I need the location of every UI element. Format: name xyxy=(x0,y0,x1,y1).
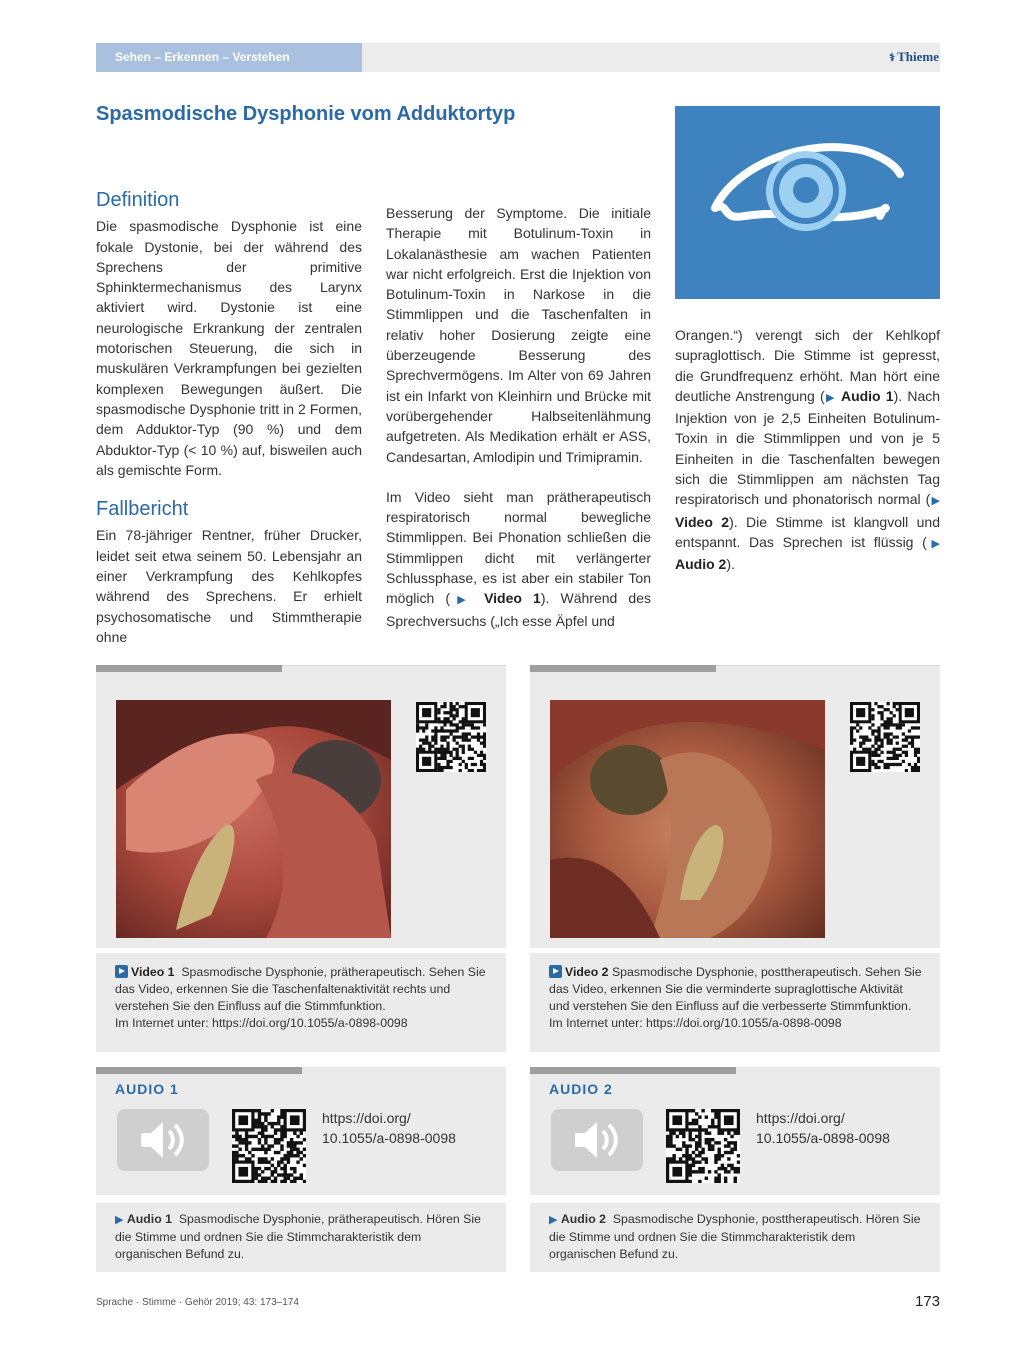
video1-qr-code[interactable] xyxy=(416,702,486,772)
audio1-qr-code[interactable] xyxy=(232,1109,306,1183)
video1-still[interactable] xyxy=(116,700,391,938)
audio2-url[interactable] xyxy=(756,1108,890,1148)
play-triangle-icon: ▶ xyxy=(824,391,836,404)
column-1 xyxy=(96,190,362,647)
audio2-panel xyxy=(530,1067,940,1195)
video1-label: Video 1 xyxy=(131,965,175,979)
video2-qr-code[interactable] xyxy=(850,702,920,772)
video2-still[interactable] xyxy=(550,700,825,938)
panel-accent-bar xyxy=(96,665,282,672)
audio1-caption-text: Spasmodische Dysphonie, prätherapeutisch. Hören Sie die Stimme und ordnen Sie die Stimmcharakteristik dem organischen Befund zu. xyxy=(115,1212,481,1261)
video1-caption xyxy=(115,963,489,1032)
audio2-reference[interactable]: Audio 2 xyxy=(675,556,727,573)
audio1-label: Audio 1 xyxy=(126,1212,172,1226)
result-text-d: ). xyxy=(726,556,735,573)
speaker-icon[interactable] xyxy=(551,1109,643,1171)
panel-accent-bar xyxy=(530,1067,736,1074)
result-text-a: Orangen.“) verengt sich der Kehlkopf supraglottisch. Die Stimme ist gepresst, die Grundfrequenz erhöht. Man hört eine deutliche Anstrengung ( xyxy=(675,327,940,404)
therapy-paragraph: Besserung der Symptome. Die initiale Therapie mit Botulinum-Toxin in Lokalanästhesie am wachen Patienten war nicht erfolgreich. Erst die Injektion von Botulinum-Toxin in Narkose in die Stimmlippen und die Taschenfalten in relativ hoher Dosierung zeigte eine überzeugende Besserung des Sprechvermögens. Im Alter von 69 Jahren ist ein Infarkt von Kleinhirn und Brücke mit vorübergehender Halbseitenlähmung aufgetreten. Als Medikation erhält er ASS, Candesartan, Amlodipin und Trimipramin. xyxy=(386,205,651,465)
eye-icon xyxy=(675,106,940,299)
result-paragraph xyxy=(675,325,940,575)
column-2 xyxy=(386,203,651,631)
audio2-url-line2[interactable]: 10.1055/a-0898-0098 xyxy=(756,1130,890,1146)
audio2-caption-box xyxy=(530,1203,940,1272)
publisher-logo xyxy=(889,49,939,65)
audio2-caption-text: Spasmodische Dysphonie, posttherapeutisch. Hören Sie die Stimme und ordnen Sie die Stimmcharakteristik dem organischen Befund zu. xyxy=(549,1212,921,1261)
video2-label: Video 2 xyxy=(565,965,609,979)
video1-caption-text: Spasmodische Dysphonie, prätherapeutisch. Sehen Sie das Video, erkennen Sie die Taschenfaltenaktivität rechts und verstehen Sie den Einfluss auf die Stimmfunktion. xyxy=(115,965,486,1013)
definition-paragraph: Die spasmodische Dysphonie ist eine fokale Dystonie, bei der während des Sprechens der primitive Sphinktermechanismus des Larynx aktiviert wird. Dystonie ist eine neurologische Erkrankung der zentralen motorischen Steuerung, die sich in muskulären Verkrampfungen bei gezielten komplexen Bewegungen äußert. Die spasmodische Dysphonie tritt in 2 Formen, dem Adduktor-Typ (90 %) und dem Abduktor-Typ (< 10 %) auf, bisweilen auch als gemischte Form. xyxy=(96,218,362,478)
audio1-panel xyxy=(96,1067,506,1195)
play-triangle-icon[interactable]: ▶ xyxy=(115,1214,124,1226)
section-tag-label: Sehen – Erkennen – Verstehen xyxy=(115,50,290,64)
video2-caption-text: Spasmodische Dysphonie, posttherapeutisch. Sehen Sie das Video, erkennen Sie die verminderte supraglottische Aktivität und verstehen Sie den Einfluss auf die verbesserte Stimmfunktion. xyxy=(549,965,922,1013)
video-paragraph-text-b: ). Während des Sprechversuchs („Ich esse Äpfel und xyxy=(386,590,652,629)
video2-caption xyxy=(549,963,923,1032)
panel-accent-bar xyxy=(530,665,716,672)
case-heading: Fallbericht xyxy=(96,498,189,521)
audio1-url[interactable] xyxy=(322,1108,456,1148)
audio1-url-line2[interactable]: 10.1055/a-0898-0098 xyxy=(322,1130,456,1146)
result-text-b: ). Nach Injektion von je 2,5 Einheiten Botulinum-Toxin in die Stimmlippen und von je 5 Einheiten in die Taschenfalten bewegen sich die Stimmlippen am nächsten Tag respiratorisch und phonatorisch normal ( xyxy=(675,387,941,508)
play-video-icon[interactable] xyxy=(549,965,562,978)
video2-panel xyxy=(530,665,940,948)
video-paragraph xyxy=(386,487,651,631)
play-video-icon[interactable] xyxy=(115,965,128,978)
case-paragraph: Ein 78-jähriger Rentner, früher Drucker, leidet seit etwa seinem 50. Lebensjahr an einer Verkrampfung des Kehlkopfes während des Sprechens. Er erhielt psychosomatische und Stimmtherapie ohne xyxy=(96,527,362,645)
audio2-qr-code[interactable] xyxy=(666,1109,740,1183)
article-title: Spasmodische Dysphonie vom Adduktortyp xyxy=(96,103,516,125)
section-tag xyxy=(96,43,362,72)
eye-graphic xyxy=(675,106,940,299)
video1-panel xyxy=(96,665,506,948)
video2-link[interactable]: Im Internet unter: https://doi.org/10.1055/a-0898-0098 xyxy=(549,1016,842,1030)
video1-reference[interactable]: Video 1 xyxy=(484,590,541,607)
play-triangle-icon[interactable]: ▶ xyxy=(549,1214,558,1226)
video1-link[interactable]: Im Internet unter: https://doi.org/10.1055/a-0898-0098 xyxy=(115,1016,408,1030)
speaker-icon[interactable] xyxy=(117,1109,209,1171)
audio1-title: AUDIO 1 xyxy=(115,1081,179,1097)
audio2-label: Audio 2 xyxy=(560,1212,606,1226)
audio1-caption xyxy=(115,1211,489,1263)
play-triangle-icon: ▶ xyxy=(450,594,473,607)
result-text-c: ). Die Stimme ist klangvoll und entspannt. Das Sprechen ist flüssig ( xyxy=(675,513,940,550)
video2-caption-box xyxy=(530,953,940,1052)
video1-caption-box xyxy=(96,953,506,1052)
publisher-name: Thieme xyxy=(897,49,939,64)
audio1-reference[interactable]: Audio 1 xyxy=(840,387,894,404)
thieme-logo-icon: ⚕ xyxy=(889,52,896,64)
column-3 xyxy=(675,325,940,575)
play-triangle-icon: ▶ xyxy=(930,495,940,508)
video2-reference[interactable]: Video 2 xyxy=(675,513,730,530)
footer-citation: Sprache · Stimme · Gehör 2019; 43: 173–174 xyxy=(96,1297,299,1308)
panel-accent-bar xyxy=(96,1067,302,1074)
audio2-title: AUDIO 2 xyxy=(549,1081,613,1097)
audio1-url-line1[interactable]: https://doi.org/ xyxy=(322,1110,411,1126)
play-triangle-icon: ▶ xyxy=(926,537,940,550)
audio1-caption-box xyxy=(96,1203,506,1272)
video-paragraph-text-a: Im Video sieht man prätherapeutisch respiratorisch normal bewegliche Stimmlippen. Bei Phonation schließen die Stimmlippen dicht mit verlängerter Schlussphase, es ist aber ein stabiler Ton möglich ( xyxy=(386,488,651,607)
page-number: 173 xyxy=(914,1293,940,1310)
definition-heading: Definition xyxy=(96,189,180,211)
audio2-caption xyxy=(549,1211,923,1263)
audio2-url-line1[interactable]: https://doi.org/ xyxy=(756,1110,845,1126)
